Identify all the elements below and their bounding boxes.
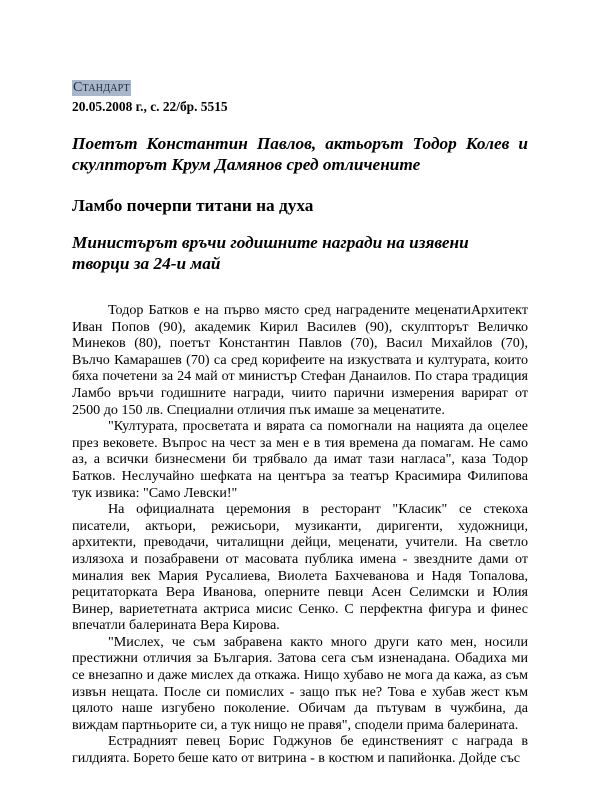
article (72, 78, 528, 767)
article-subhead: Поетът Константин Павлов, актьорът Тодор Колев и скулпторът Крум Дамянов сред отличените (72, 134, 528, 174)
article-deck: Министърът връчи годишните награди на изявени творци за 24-и май (72, 233, 469, 273)
article-body (72, 302, 528, 767)
dateline: 20.05.2008 г., с. 22/бр. 5515 (72, 99, 228, 114)
paragraph: На официалната церемония в ресторант "Класик" се стекоха писатели, актьори, режисьори, музиканти, диригенти, художници, архитекти, преводачи, читалищни дейци, меценати, учители. На светло излязоха и позабравени от масовата публика имена - звездните дами от миналия век Мария Русалиева, Виолета Бахчеванова и Надя Топалова, рецитаторката Вера Иванова, оперните певци Асен Селимски и Юлия Винер, вариететната актриса мисис Сенко. С перфектна фигура и финес впечатли балерината Вера Кирова. (72, 501, 528, 634)
paragraph: "Културата, просветата и вярата са помогнали на нацията да оцелее през вековете. Въпрос на чест за мен е в тия времена да помагам. Не само аз, а всички бизнесмени би трябвало да имат тази нагласа", каза Тодор Батков. Неслучайно шефката на центъра за театър Красимира Филипова тук извика: "Само Левски!" (72, 418, 528, 501)
paragraph: Естрадният певец Борис Годжунов бе единственият с награда в гилдията. Борето беше като от витрина - в костюм и папийонка. Дойде със (72, 733, 528, 767)
article-headline: Ламбо почерпи титани на духа (72, 196, 314, 215)
source-label (72, 78, 528, 96)
paragraph: "Мислех, че съм забравена както много други като мен, носили престижни отличия за България. Затова сега съм изненадана. Обадиха ми се внезапно и даже мислех да откажа. Нищо хубаво не мога да кажа, аз съм извън нещата. После си помислих - защо пък не? Това е хубав жест към цялото наше изгубено поколение. Обичам да пътувам в чужбина, да виждам партньорите си, а тук нищо не правя", сподели прима балерината. (72, 633, 528, 733)
paragraph: Тодор Батков е на първо място сред наградените меценатиАрхитект Иван Попов (90), академик Кирил Василев (90), скулпторът Величко Минеков (80), поетът Константин Павлов (70), Васил Михайлов (70), Вълчо Камарашев (70) са сред корифеите на изкуствата и културата, които бяха почетени за 24 май от министър Стефан Данаилов. По стара традиция Ламбо връчи годишните награди, чиито парични измерения варират от 2500 до 150 лв. Специални отличия пък имаше за меценатите. (72, 302, 528, 418)
source-highlight: Стандарт (73, 80, 130, 95)
